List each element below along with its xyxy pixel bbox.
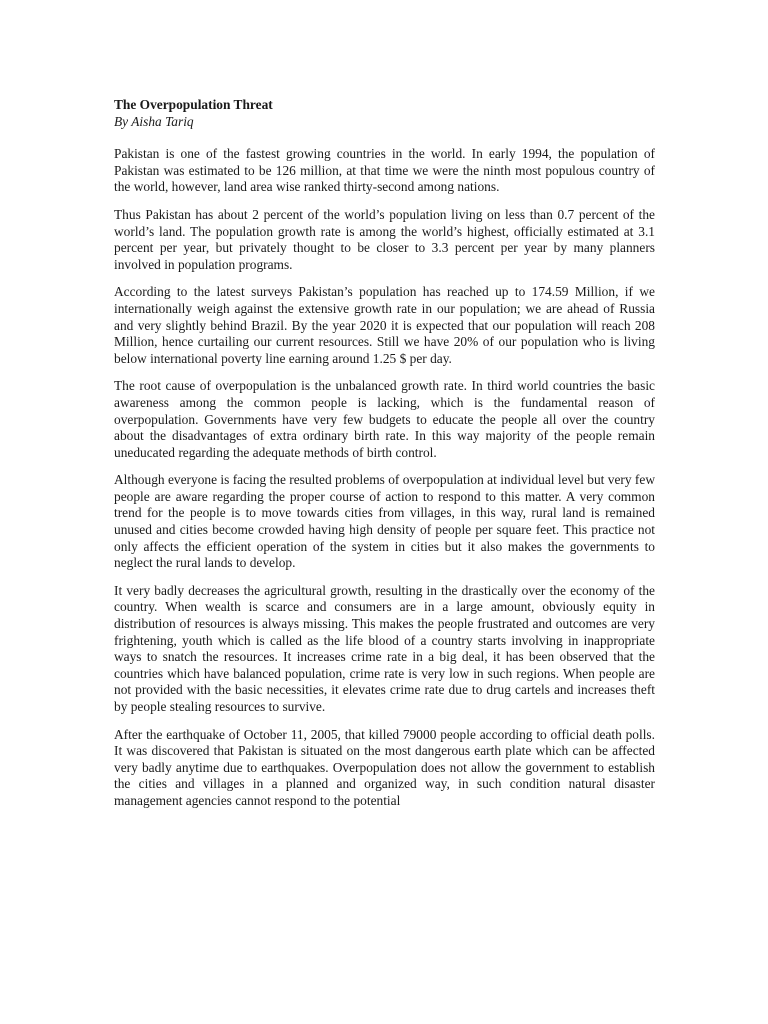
- document-page: [114, 97, 655, 821]
- article-byline: By Aisha Tariq: [114, 113, 194, 129]
- paragraph-7: After the earthquake of October 11, 2005, that killed 79000 people according to official death polls. It was discovered that Pakistan is situated on the most dangerous earth plate which can be affected very badly anytime due to earthquakes. Overpopulation does not allow the government to establish the cities and villages in a planned and organized way, in such condition natural disaster management agencies cannot respond to the potential: [114, 726, 655, 808]
- paragraph-3: According to the latest surveys Pakistan’s population has reached up to 174.59 Million, if we internationally weigh against the extensive growth rate in our population; we are ahead of Russia and very slightly behind Brazil. By the year 2020 it is expected that our population will reach 208 Million, hence curtailing our current resources. Still we have 20% of our population who is living below international poverty line earning around 1.25 $ per day.: [114, 284, 655, 366]
- paragraph-4: The root cause of overpopulation is the unbalanced growth rate. In third world countries the basic awareness among the common people is lacking, which is the fundamental reason of overpopulation. Governments have very few budgets to educate the people all over the country about the disadvantages of extra ordinary birth rate. In this way majority of the people remain uneducated regarding the adequate methods of birth control.: [114, 378, 655, 460]
- paragraph-5: Although everyone is facing the resulted problems of overpopulation at individual level but very few people are aware regarding the proper course of action to respond to this matter. A very common trend for the people is to move towards cities from villages, in this way, rural land is remained unused and cities become crowded having high density of people per square feet. This practice not only affects the efficient operation of the system in cities but it also makes the governments to neglect the rural lands to develop.: [114, 472, 655, 571]
- paragraph-1: Pakistan is one of the fastest growing countries in the world. In early 1994, the population of Pakistan was estimated to be 126 million, at that time we were the ninth most populous country of the world, however, land area wise ranked thirty-second among nations.: [114, 146, 655, 195]
- paragraph-6: It very badly decreases the agricultural growth, resulting in the drastically over the economy of the country. When wealth is scarce and consumers are in a large amount, obviously equity in distribution of resources is always missing. This makes the people frustrated and outcomes are very frightening, youth which is called as the life blood of a country starts involving in inappropriate ways to snatch the resources. It increases crime rate in a big deal, it has been observed that the countries which have balanced population, crime rate is very low in such regions. When people are not provided with the basic necessities, it elevates crime rate due to drug cartels and increases theft by people stealing resources to survive.: [114, 582, 655, 714]
- article-title: The Overpopulation Threat: [114, 97, 273, 112]
- paragraph-2: Thus Pakistan has about 2 percent of the world’s population living on less than 0.7 percent of the world’s land. The population growth rate is among the world’s highest, officially estimated at 3.1 percent per year, but privately thought to be closer to 3.3 percent per year by many planners involved in population programs.: [114, 206, 655, 272]
